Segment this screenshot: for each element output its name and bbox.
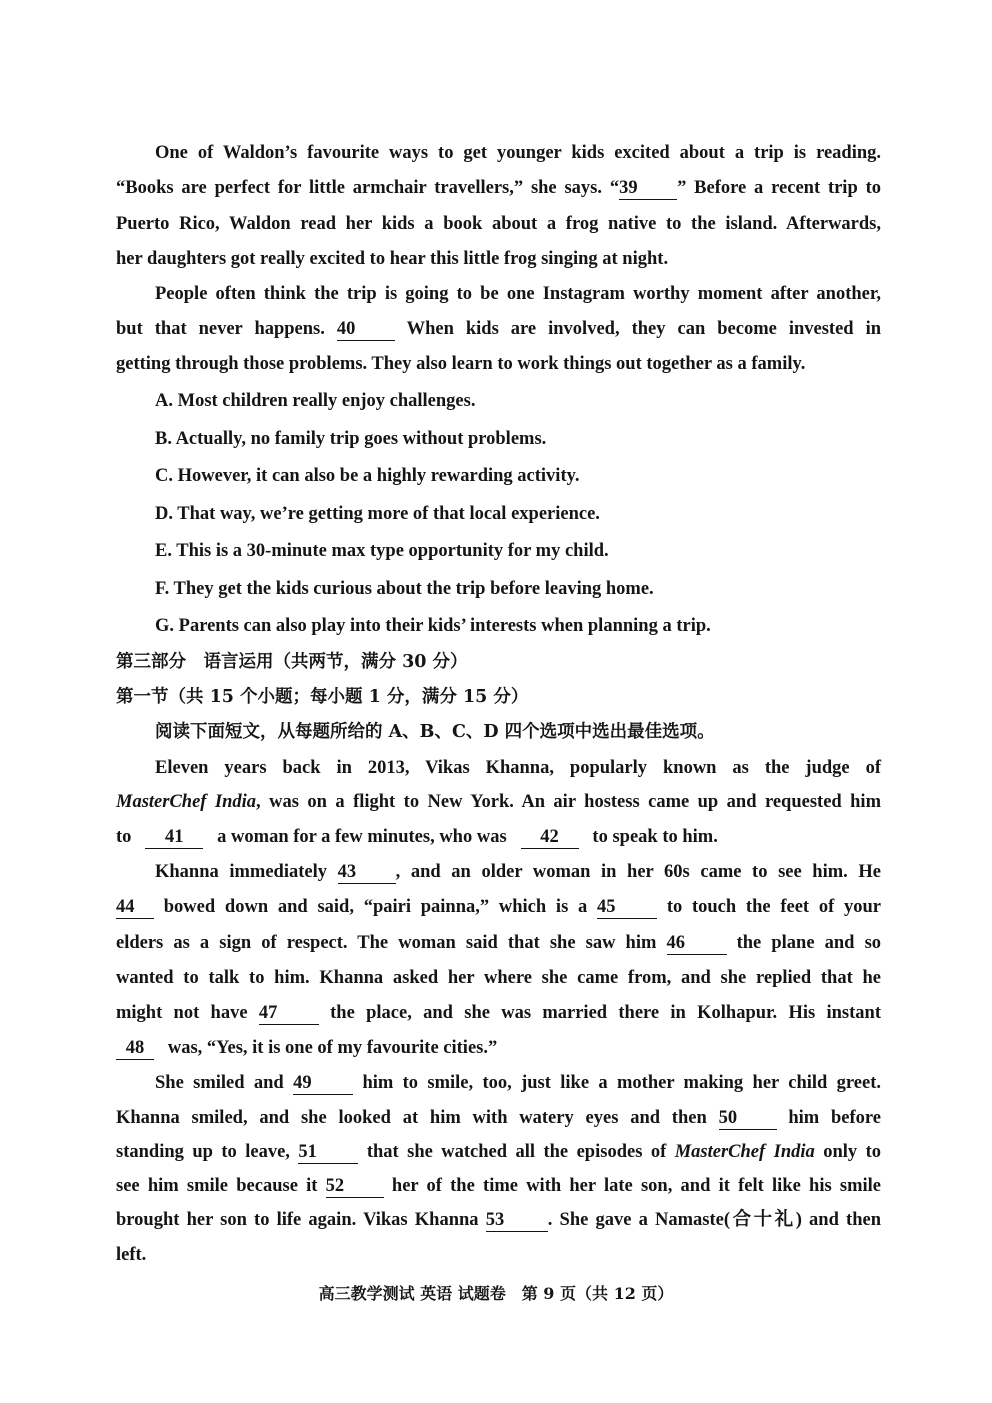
blank-41: 41 [145,827,203,849]
passage-line [116,316,881,342]
option-g: G. Parents can also play into their kids’ interests when planning a trip. [155,616,711,636]
text: might not have [116,1003,248,1023]
text: bowed down and said, “pairi painna,” which is a [163,897,588,917]
blank-45: 45 [597,897,657,919]
text: When kids are involved, they can become invested in [406,319,881,339]
text: brought her son to life again. Vikas Khanna [116,1210,479,1230]
text: ” Before a recent trip to [677,178,881,198]
blank-44: 44 [116,897,154,919]
text: elders as a sign of respect. The woman said that she saw him [116,933,657,953]
blank-53: 53 [486,1210,548,1232]
text: Eleven years back in 2013, Vikas Khanna, popularly known as the judge of [155,758,881,778]
cloze-line [155,755,881,781]
option-f: F. They get the kids curious about the trip before leaving home. [155,579,654,599]
option-b: B. Actually, no family trip goes without problems. [155,429,547,449]
passage-line [116,175,881,201]
passage-line [116,211,881,237]
text: Khanna immediately [155,862,327,882]
blank-47: 47 [259,1003,319,1025]
blank-39: 39 [619,178,677,200]
blank-46: 46 [667,933,727,955]
passage-line [116,351,881,377]
text: She smiled and [155,1073,284,1093]
text: People often think the trip is going to be one Instagram worthy moment after another, [155,284,881,304]
text: see him smile because it [116,1176,318,1196]
section-title: 第一节（共 15 个小题；每小题 1 分，满分 15 分） [116,687,529,707]
cloze-line [155,859,881,885]
cloze-line [116,930,881,956]
option-a: A. Most children really enjoy challenges. [155,391,476,411]
instruction: 阅读下面短文，从每题所给的 A、B、C、D 四个选项中选出最佳选项。 [155,722,715,742]
text: the place, and she was married there in Kolhapur. His instant [330,1003,881,1023]
text: wanted to talk to him. Khanna asked her where she came from, and she replied that he [116,968,881,988]
cloze-line [116,1173,881,1199]
text: the plane and so [736,933,882,953]
passage-line [155,140,881,166]
cloze-line [116,1105,881,1131]
text: but that never happens. [116,319,325,339]
text: to speak to him. [592,827,718,847]
text: that she watched all the episodes of [366,1142,667,1162]
italic-title: MasterChef India [674,1142,815,1162]
text: left. [116,1245,147,1265]
cloze-line [116,1242,881,1268]
text: , and an older woman in her 60s came to see him. He [395,862,881,882]
cloze-line [116,894,881,920]
blank-50: 50 [719,1108,777,1130]
text: Puerto Rico, Waldon read her kids a book about a frog native to the island. Afterwards, [116,214,881,234]
text: getting through those problems. They also learn to work things out together as a family. [116,354,806,374]
text: her daughters got really excited to hear this little frog singing at night. [116,249,669,269]
text: “Books are perfect for little armchair travellers,” she says. “ [116,178,620,198]
text: to touch the feet of your [666,897,882,917]
text: a woman for a few minutes, who was [217,827,507,847]
text: him to smile, too, just like a mother making her child greet. [362,1073,882,1093]
text: to [116,827,132,847]
cloze-line [116,1139,881,1165]
text: her of the time with her late son, and it felt like his smile [391,1176,881,1196]
text: , was on a flight to New York. An air hostess came up and requested him [256,792,881,812]
text: was, “Yes, it is one of my favourite cities.” [167,1038,498,1058]
blank-43: 43 [338,862,396,884]
option-d: D. That way, we’re getting more of that local experience. [155,504,600,524]
blank-49: 49 [293,1073,353,1095]
cloze-line [116,965,881,991]
part-title: 第三部分 语言运用（共两节，满分 30 分） [116,652,468,672]
blank-52: 52 [326,1176,384,1198]
passage-line [116,246,881,272]
cloze-line [116,1000,881,1026]
text: . She gave a Namaste(合十礼) and then [547,1210,882,1230]
blank-40: 40 [337,319,395,341]
page-footer: 高三教学测试 英语 试题卷 第 9 页（共 12 页） [318,1284,674,1303]
blank-42: 42 [521,827,579,849]
option-e: E. This is a 30-minute max type opportunity for my child. [155,541,609,561]
text: One of Waldon’s favourite ways to get younger kids excited about a trip is reading. [155,143,881,163]
text: standing up to leave, [116,1142,290,1162]
cloze-line [116,824,881,850]
passage-line [155,281,881,307]
cloze-line [116,789,881,815]
blank-48: 48 [116,1038,154,1060]
text: only to [823,1142,881,1162]
option-c: C. However, it can also be a highly rewarding activity. [155,466,580,486]
italic-title: MasterChef India [116,792,257,812]
text: Khanna smiled, and she looked at him with watery eyes and then [116,1108,707,1128]
cloze-line [155,1070,881,1096]
cloze-line [116,1035,881,1061]
text: him before [788,1108,881,1128]
blank-51: 51 [298,1142,358,1164]
cloze-line [116,1207,881,1233]
